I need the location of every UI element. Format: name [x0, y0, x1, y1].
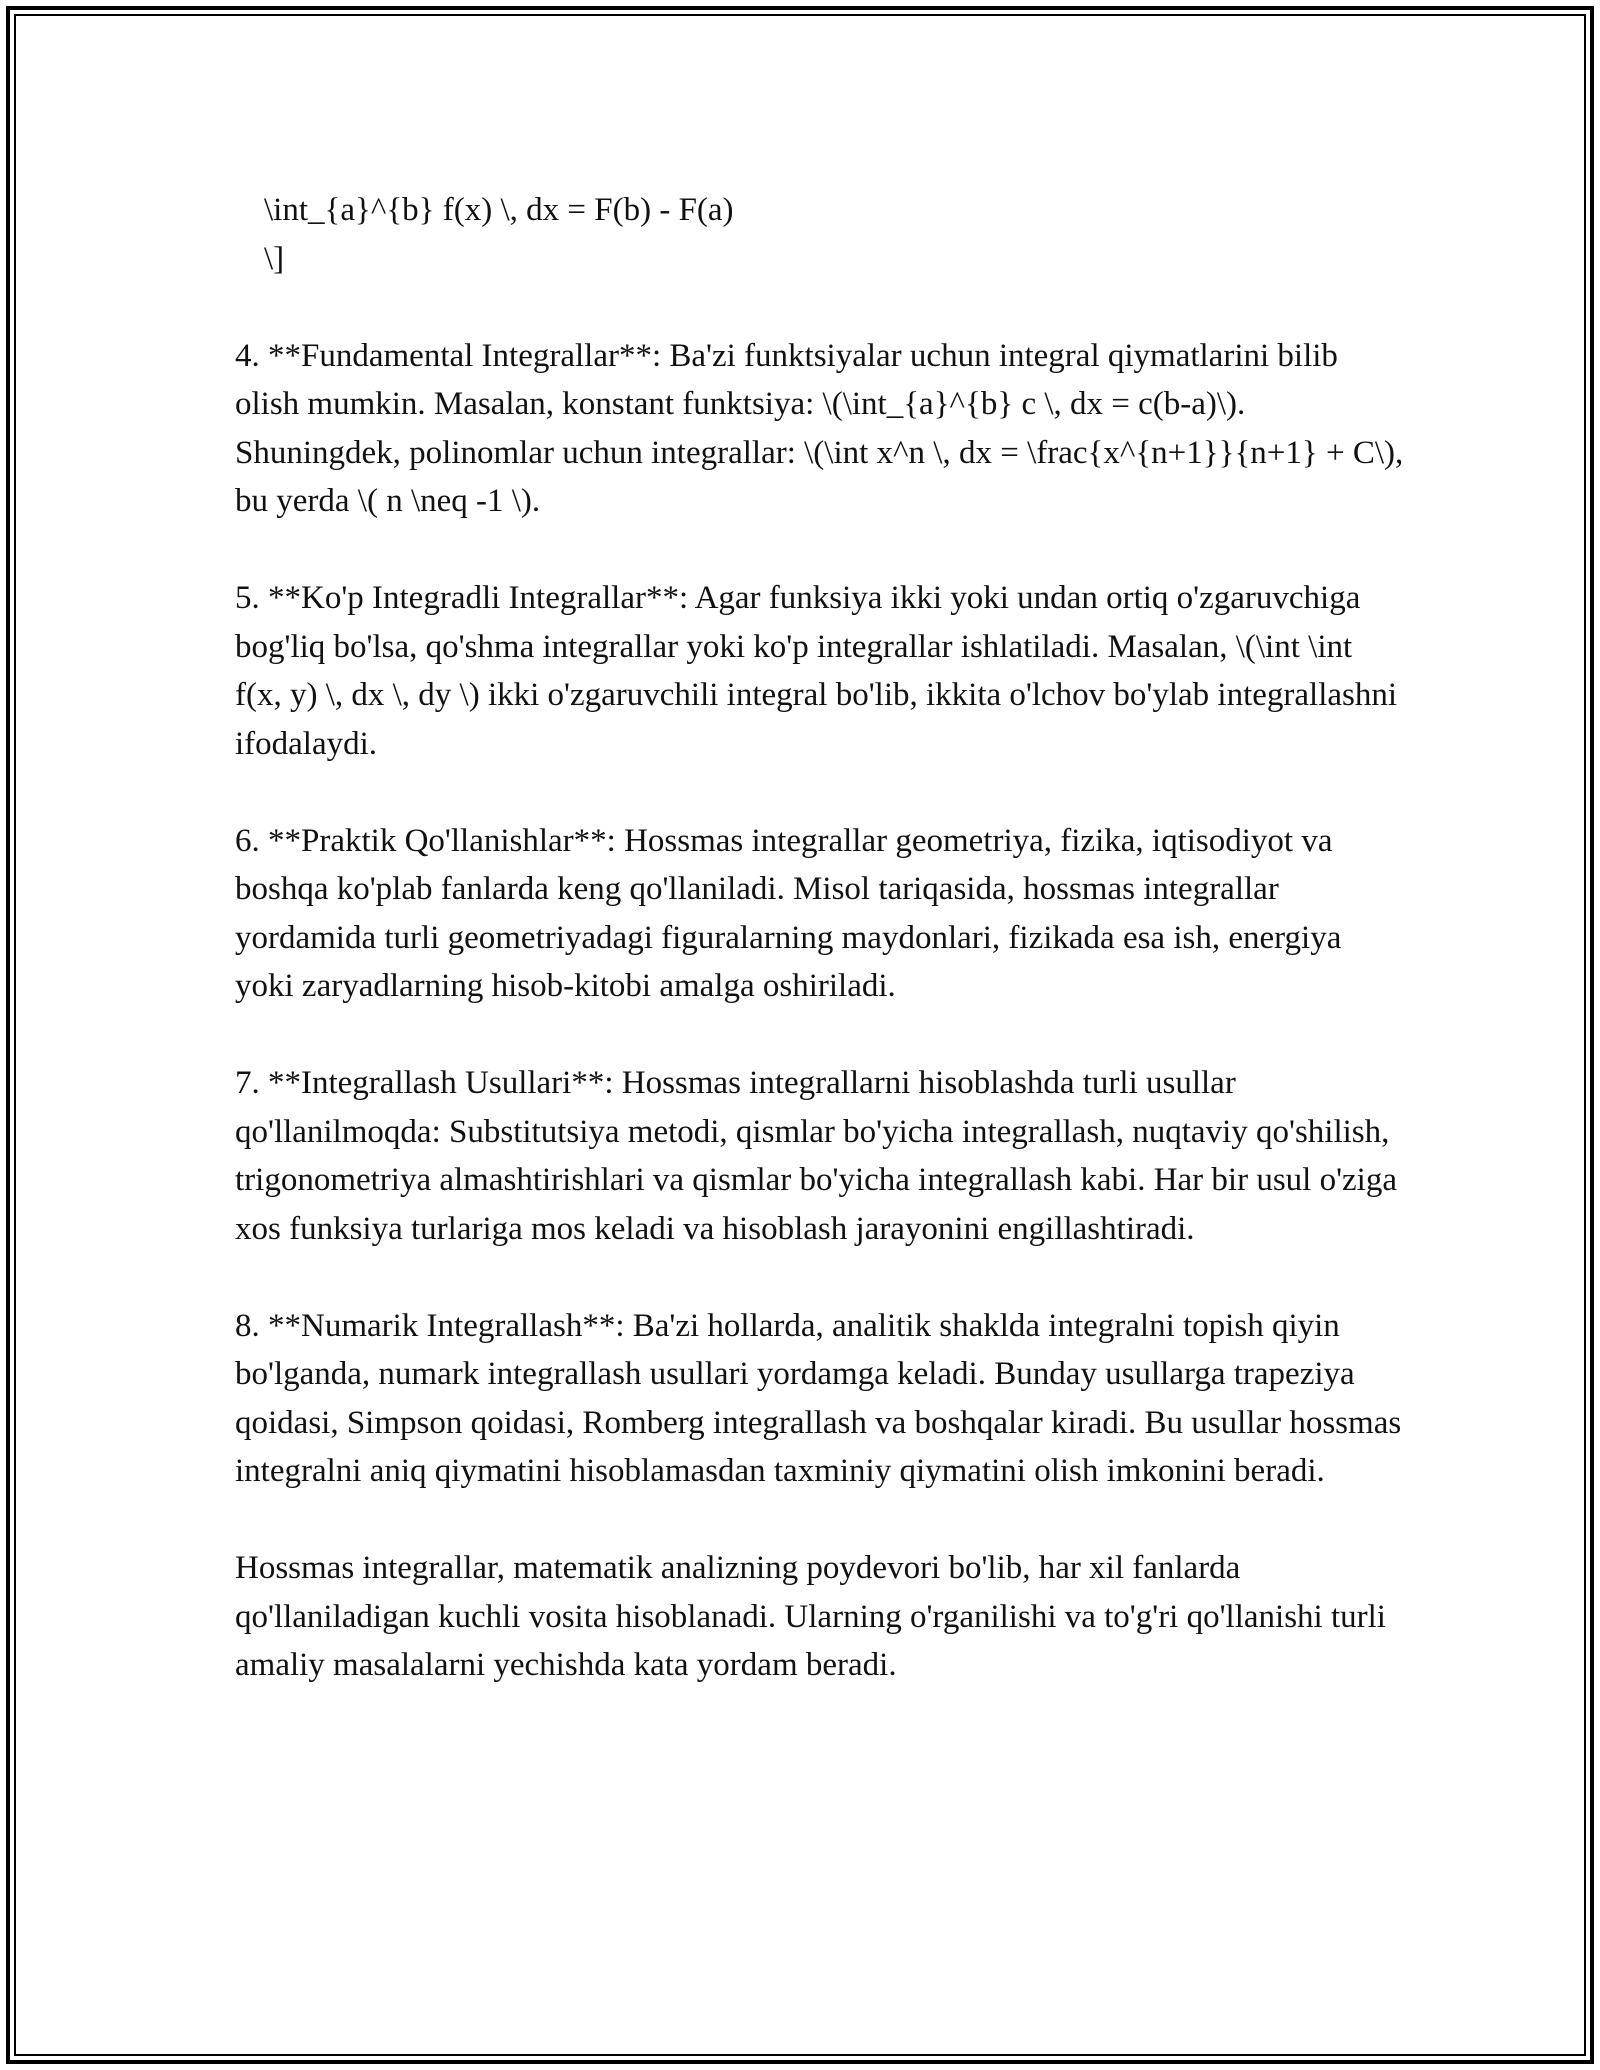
document-body — [235, 186, 1405, 1738]
paragraph-fundamental-integrals: 4. **Fundamental Integrallar**: Ba'zi funktsiyalar uchun integral qiymatlarini bilib olish mumkin. Masalan, konstant funktsiya: \(\int_{a}^{b} c \, dx = c(b-a)\). Shuningdek, polinomlar uchun integrallar: \(\int x^n \, dx = \frac{x^{n+1}}{n+1} + C\), bu yerda \( n \neq -1 \). — [235, 337, 1404, 519]
paragraph-numerical-integration: 8. **Numarik Integrallash**: Ba'zi hollarda, analitik shaklda integralni topish qiyin bo'lganda, numark integrallash usullari yordamga keladi. Bunday usullarga trapeziya qoidasi, Simpson qoidasi, Romberg integrallash va boshqalar kiradi. Bu usullar hossmas integralni aniq qiymatini hisoblamasdan taxminiy qiymatini olish imkonini beradi. — [235, 1307, 1402, 1489]
paragraph-integration-methods: 7. **Integrallash Usullari**: Hossmas integrallarni hisoblashda turli usullar qo'llanilmoqda: Substitutsiya metodi, qismlar bo'yicha integrallash, nuqtaviy qo'shilish, trigonometriya almashtirishlari va qismlar bo'yicha integrallash kabi. Har bir usul o'ziga xos funksiya turlariga mos keladi va hisoblash jarayonini engillashtiradi. — [235, 1065, 1397, 1247]
formula-closing-delimiter: \] — [264, 240, 285, 277]
paragraph-multiple-integrals: 5. **Ko'p Integradli Integrallar**: Agar funksiya ikki yoki undan ortiq o'zgaruvchiga bog'liq bo'lsa, qo'shma integrallar yoki ko'p integrallar ishlatiladi. Masalan, \(\int \int f(x, y) \, dx \, dy \) ikki o'zgaruvchili integral bo'lib, ikkita o'lchov bo'ylab integrallashni ifodalaydi. — [235, 580, 1398, 762]
formula-block — [235, 186, 1405, 283]
paragraph-conclusion: Hossmas integrallar, matematik analizning poydevori bo'lib, har xil fanlarda qo'llaniladigan kuchli vosita hisoblanadi. Ularning o'rganilishi va to'g'ri qo'llanishi turli amaliy masalalarni yechishda kata yordam beradi. — [235, 1550, 1386, 1683]
formula-line: \int_{a}^{b} f(x) \, dx = F(b) - F(a) — [264, 192, 734, 228]
paragraph-practical-applications: 6. **Praktik Qo'llanishlar**: Hossmas integrallar geometriya, fizika, iqtisodiyot va boshqa ko'plab fanlarda keng qo'llaniladi. Misol tariqasida, hossmas integrallar yordamida turli geometriyadagi figuralarning maydonlari, fizikada esa ish, energiya yoki zaryadlarning hisob-kitobi amalga oshiriladi. — [235, 822, 1342, 1004]
